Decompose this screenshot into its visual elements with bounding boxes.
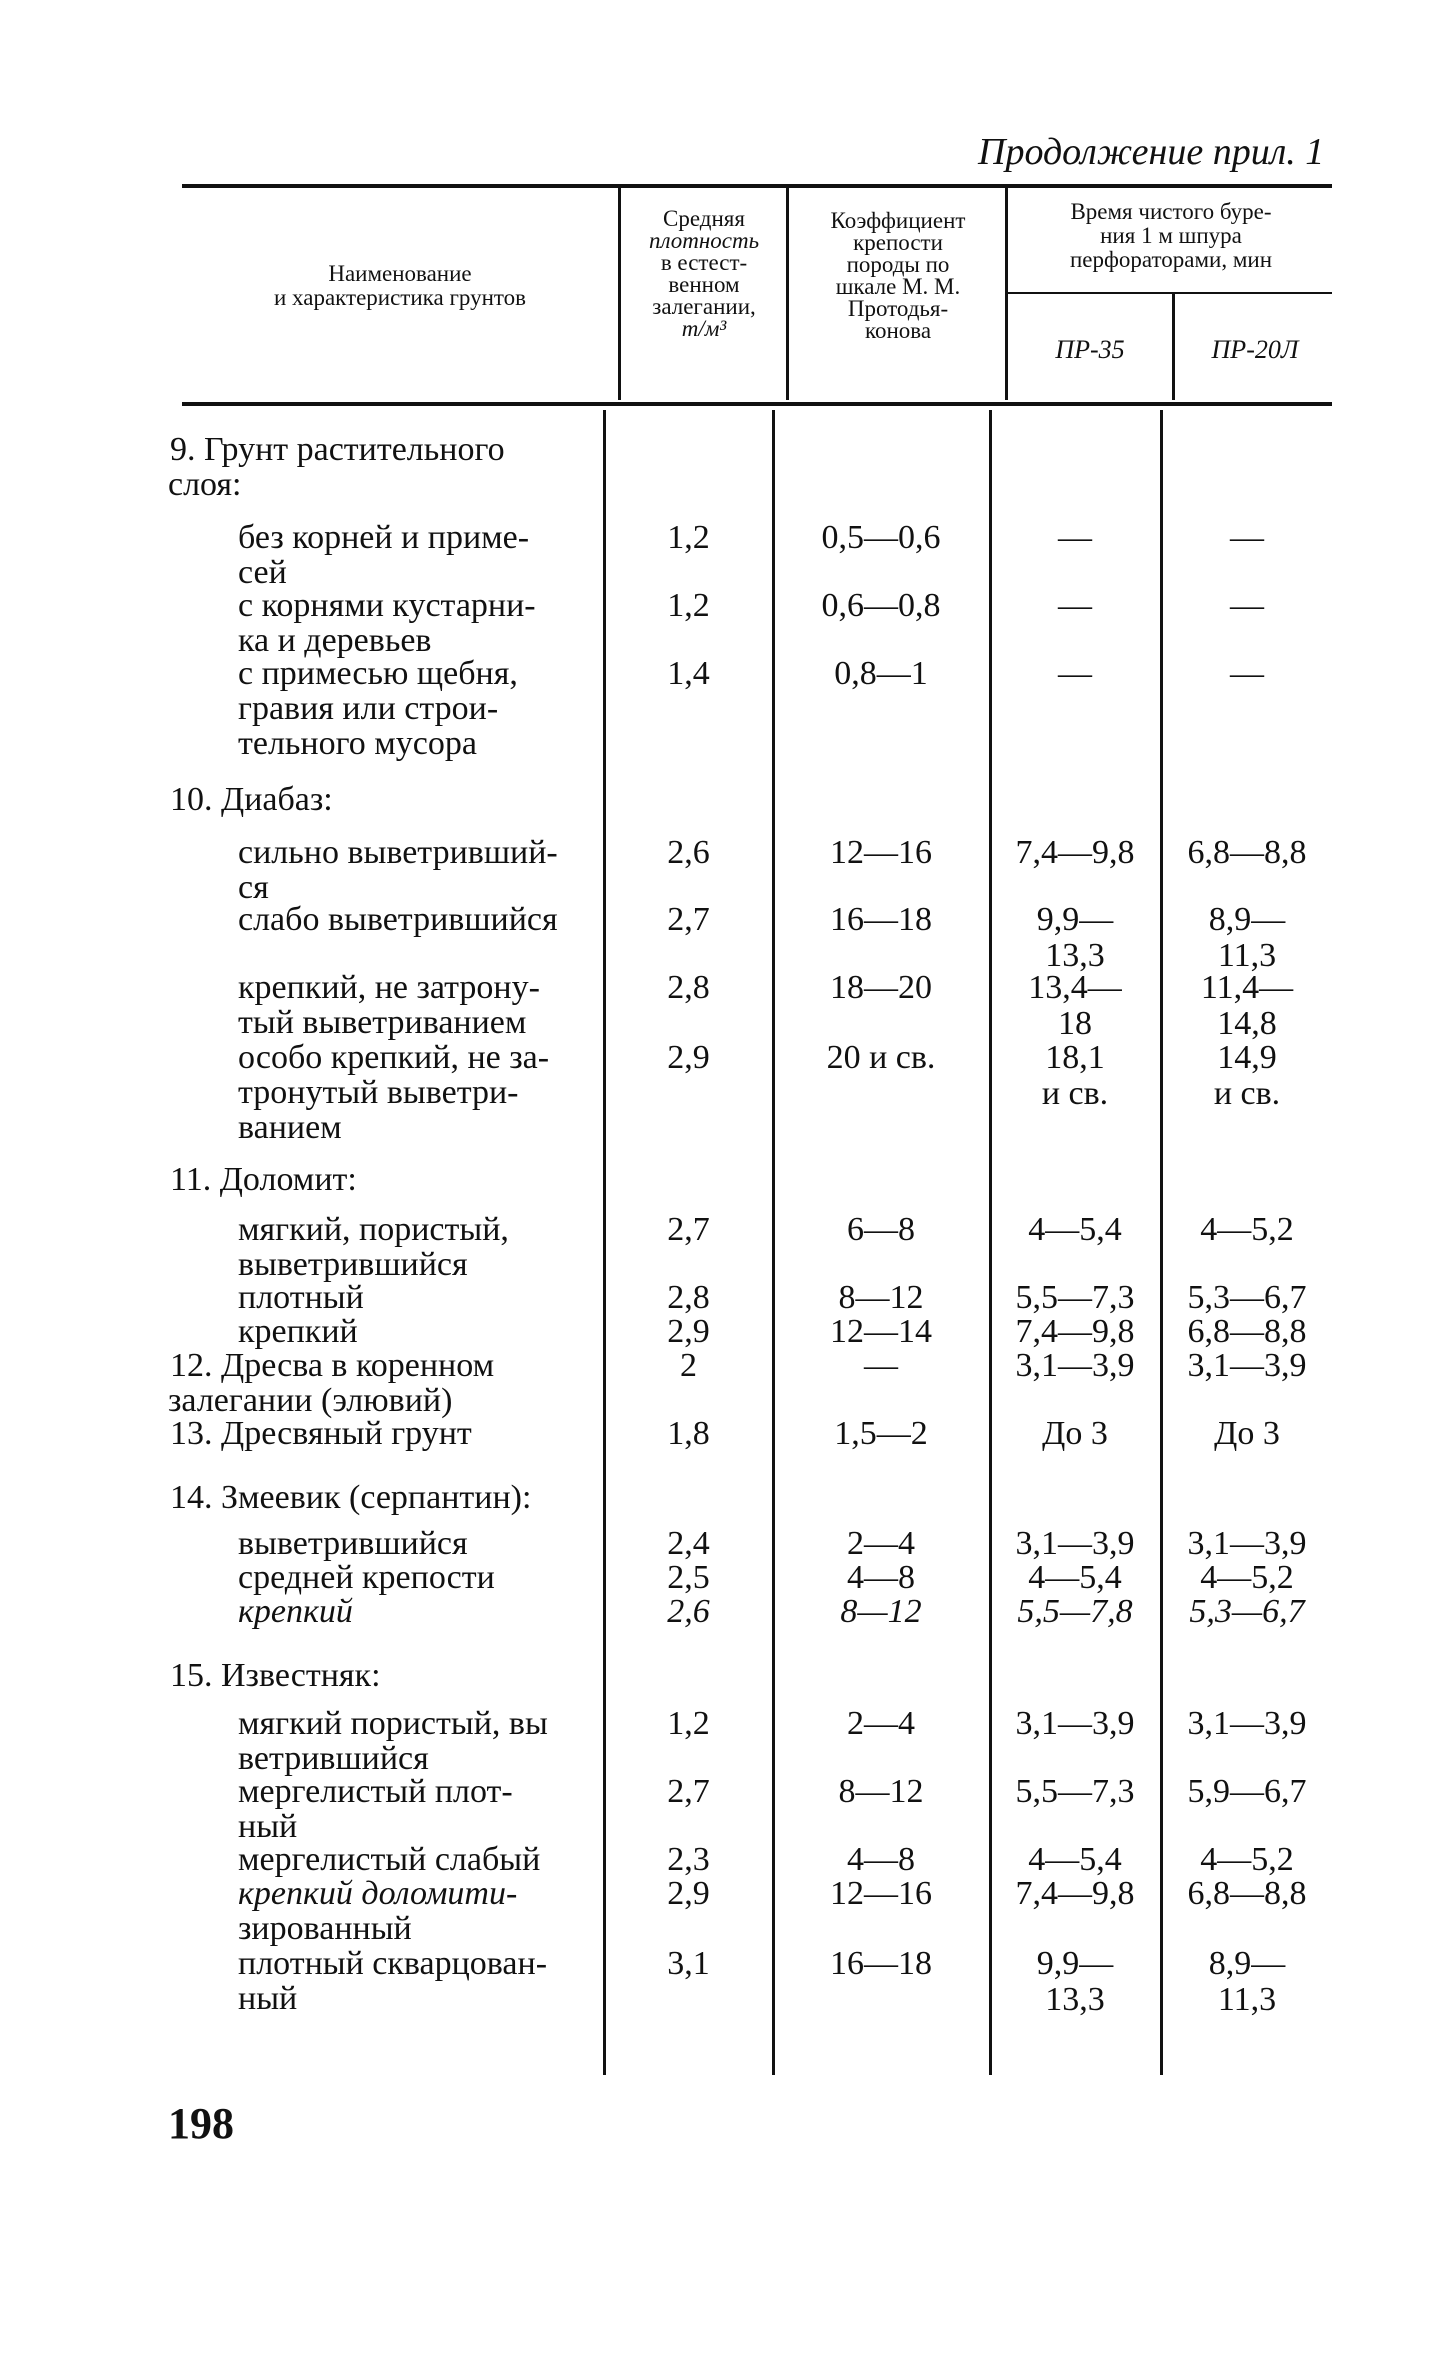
table-cell-pr20: 6,8—8,8 bbox=[1187, 834, 1307, 871]
table-cell-pr20: 4—5,2 bbox=[1200, 1559, 1294, 1596]
table-cell-coef: 2—4 bbox=[847, 1705, 915, 1742]
table-top-rule bbox=[182, 184, 1332, 188]
table-cell-coef: 0,8—1 bbox=[834, 655, 928, 692]
table-cell-pr20: 3,1—3,9 bbox=[1187, 1705, 1307, 1742]
time-subheader-rule bbox=[1008, 292, 1332, 294]
table-cell-density: 2,8 bbox=[667, 1279, 710, 1316]
table-cell-pr35: 3,1—3,9 bbox=[1015, 1347, 1135, 1384]
table-cell-pr20: 8,9— 11,3 bbox=[1208, 1945, 1286, 2018]
table-row-name: 14. Змеевик (серпантин): bbox=[170, 1479, 532, 1516]
table-cell-pr20: 3,1—3,9 bbox=[1187, 1347, 1307, 1384]
table-cell-density: 2,6 bbox=[667, 1593, 710, 1630]
column-header-density: Средняя плотность в естест- венном залегании, т/м³ bbox=[648, 206, 760, 341]
table-row-name: сильно выветривший- ся bbox=[238, 834, 558, 906]
table-cell-coef: 12—16 bbox=[830, 1875, 932, 1912]
table-cell-density: 2,3 bbox=[667, 1841, 710, 1878]
table-cell-pr35: — bbox=[1058, 655, 1092, 692]
table-cell-pr20: 3,1—3,9 bbox=[1187, 1525, 1307, 1562]
table-cell-pr20: 14,9 и св. bbox=[1213, 1039, 1281, 1112]
table-cell-coef: 8—12 bbox=[840, 1593, 922, 1630]
table-cell-density: 2,4 bbox=[667, 1525, 710, 1562]
table-cell-pr35: 5,5—7,3 bbox=[1015, 1279, 1135, 1316]
table-cell-density: 1,2 bbox=[667, 519, 710, 556]
table-row-name: с корнями кустарни- ка и деревьев bbox=[238, 587, 536, 659]
table-cell-coef: 20 и св. bbox=[826, 1039, 936, 1076]
table-cell-density: 1,2 bbox=[667, 587, 710, 624]
header-divider-4 bbox=[1172, 294, 1175, 400]
table-cell-density: 2,7 bbox=[667, 1211, 710, 1248]
table-cell-pr20: — bbox=[1230, 519, 1264, 556]
table-cell-density: 2 bbox=[680, 1347, 697, 1384]
table-cell-density: 2,7 bbox=[667, 901, 710, 938]
table-cell-pr20: 4—5,2 bbox=[1200, 1211, 1294, 1248]
table-row-name: крепкий bbox=[238, 1593, 353, 1630]
column-header-pr35: ПР-35 bbox=[1055, 335, 1125, 364]
table-cell-pr35: 13,4— 18 bbox=[1028, 969, 1122, 1042]
table-row-name: плотный bbox=[238, 1279, 364, 1316]
table-row-name: плотный скварцован- ный bbox=[238, 1945, 548, 2017]
table-cell-pr20: 5,9—6,7 bbox=[1187, 1773, 1307, 1810]
table-row-name: мергелистый слабый bbox=[238, 1841, 541, 1878]
table-row-name: 15. Известняк: bbox=[170, 1657, 381, 1694]
table-cell-coef: 16—18 bbox=[830, 1945, 932, 1982]
table-cell-pr20: — bbox=[1230, 587, 1264, 624]
table-cell-pr35: 7,4—9,8 bbox=[1015, 834, 1135, 871]
table-cell-pr35: 4—5,4 bbox=[1028, 1211, 1122, 1248]
header-divider-1 bbox=[618, 186, 621, 400]
table-cell-density: 3,1 bbox=[667, 1945, 710, 1982]
table-row-name: без корней и приме- сей bbox=[238, 519, 530, 591]
table-cell-pr35: 5,5—7,3 bbox=[1015, 1773, 1135, 1810]
table-cell-density: 2,8 bbox=[667, 969, 710, 1006]
table-cell-density: 1,2 bbox=[667, 1705, 710, 1742]
table-cell-density: 2,5 bbox=[667, 1559, 710, 1596]
header-divider-2 bbox=[786, 186, 789, 400]
table-cell-coef: 12—16 bbox=[830, 834, 932, 871]
table-row-name: крепкий, не затрону- тый выветриванием bbox=[238, 969, 540, 1041]
table-cell-pr35: 3,1—3,9 bbox=[1015, 1525, 1135, 1562]
table-row-name: крепкий bbox=[238, 1313, 358, 1350]
table-cell-density: 2,9 bbox=[667, 1313, 710, 1350]
table-cell-pr20: 4—5,2 bbox=[1200, 1841, 1294, 1878]
table-row-name: средней крепости bbox=[238, 1559, 495, 1596]
table-row-name: 13. Дресвяный грунт bbox=[170, 1415, 472, 1452]
table-cell-coef: 6—8 bbox=[847, 1211, 915, 1248]
body-divider-2 bbox=[772, 410, 775, 2075]
table-cell-coef: 12—14 bbox=[830, 1313, 932, 1350]
table-cell-density: 2,9 bbox=[667, 1875, 710, 1912]
table-cell-density: 2,7 bbox=[667, 1773, 710, 1810]
table-cell-pr20: — bbox=[1230, 655, 1264, 692]
table-cell-coef: — bbox=[864, 1347, 898, 1384]
table-cell-coef: 0,5—0,6 bbox=[821, 519, 941, 556]
table-cell-pr35: — bbox=[1058, 519, 1092, 556]
table-cell-pr20: 11,4— 14,8 bbox=[1200, 969, 1294, 1042]
table-cell-density: 1,8 bbox=[667, 1415, 710, 1452]
table-cell-coef: 4—8 bbox=[847, 1841, 915, 1878]
column-header-drilling-time: Время чистого буре- ния 1 м шпура перфораторами, мин bbox=[1069, 199, 1273, 272]
table-row-name: с примесью щебня, гравия или строи- тельного мусора bbox=[238, 655, 518, 762]
page-number: 198 bbox=[168, 2099, 234, 2148]
table-row-name: мягкий, пористый, выветрившийся bbox=[238, 1211, 509, 1283]
table-cell-coef: 18—20 bbox=[830, 969, 932, 1006]
table-row-name: мягкий пористый, вы ветрившийся bbox=[238, 1705, 548, 1777]
header-divider-3 bbox=[1005, 186, 1008, 400]
table-cell-pr35: — bbox=[1058, 587, 1092, 624]
table-cell-coef: 1,5—2 bbox=[834, 1415, 928, 1452]
table-cell-pr20: 6,8—8,8 bbox=[1187, 1875, 1307, 1912]
table-cell-density: 1,4 bbox=[667, 655, 710, 692]
column-header-pr20: ПР-20Л bbox=[1211, 335, 1299, 364]
table-row-name: 12. Дресва в коренном залегании (элювий) bbox=[168, 1347, 495, 1419]
table-cell-pr20: 8,9— 11,3 bbox=[1208, 901, 1286, 974]
table-row-name: 11. Доломит: bbox=[170, 1161, 357, 1198]
table-row-name: 10. Диабаз: bbox=[170, 781, 333, 818]
table-cell-pr35: 18,1 и св. bbox=[1041, 1039, 1109, 1112]
table-cell-coef: 4—8 bbox=[847, 1559, 915, 1596]
column-header-name: Наименование и характеристика грунтов bbox=[273, 261, 526, 310]
table-row-name: мергелистый плот- ный bbox=[238, 1773, 513, 1845]
header-bottom-rule bbox=[182, 402, 1332, 406]
table-cell-pr35: До 3 bbox=[1042, 1415, 1108, 1452]
table-cell-pr20: 5,3—6,7 bbox=[1189, 1593, 1305, 1630]
table-cell-coef: 8—12 bbox=[838, 1773, 924, 1810]
table-cell-pr20: 6,8—8,8 bbox=[1187, 1313, 1307, 1350]
table-row-name: крепкий доломити- зированный bbox=[238, 1875, 518, 1947]
table-cell-pr35: 9,9— 13,3 bbox=[1036, 1945, 1114, 2018]
table-cell-pr35: 3,1—3,9 bbox=[1015, 1705, 1135, 1742]
table-cell-pr35: 9,9— 13,3 bbox=[1036, 901, 1114, 974]
table-cell-pr20: До 3 bbox=[1214, 1415, 1280, 1452]
table-cell-coef: 8—12 bbox=[838, 1279, 924, 1316]
table-row-name: слабо выветрившийся bbox=[238, 901, 558, 938]
table-cell-coef: 0,6—0,8 bbox=[821, 587, 941, 624]
table-cell-pr35: 4—5,4 bbox=[1028, 1841, 1122, 1878]
column-header-coefficient: Коэффициент крепости породы по шкале М. М. Протодья- конова bbox=[830, 208, 966, 343]
table-row-name: особо крепкий, не за- тронутый выветри- ванием bbox=[238, 1039, 550, 1146]
table-cell-coef: 2—4 bbox=[847, 1525, 915, 1562]
table-cell-pr20: 5,3—6,7 bbox=[1187, 1279, 1307, 1316]
table-cell-density: 2,6 bbox=[667, 834, 710, 871]
table-cell-pr35: 7,4—9,8 bbox=[1015, 1313, 1135, 1350]
table-row-name: 9. Грунт растительного слоя: bbox=[168, 431, 505, 503]
continuation-heading: Продолжение прил. 1 bbox=[978, 131, 1325, 173]
table-cell-density: 2,9 bbox=[667, 1039, 710, 1076]
table-row-name: выветрившийся bbox=[238, 1525, 468, 1562]
table-cell-coef: 16—18 bbox=[830, 901, 932, 938]
table-cell-pr35: 7,4—9,8 bbox=[1015, 1875, 1135, 1912]
table-cell-pr35: 5,5—7,8 bbox=[1017, 1593, 1133, 1630]
table-cell-pr35: 4—5,4 bbox=[1028, 1559, 1122, 1596]
